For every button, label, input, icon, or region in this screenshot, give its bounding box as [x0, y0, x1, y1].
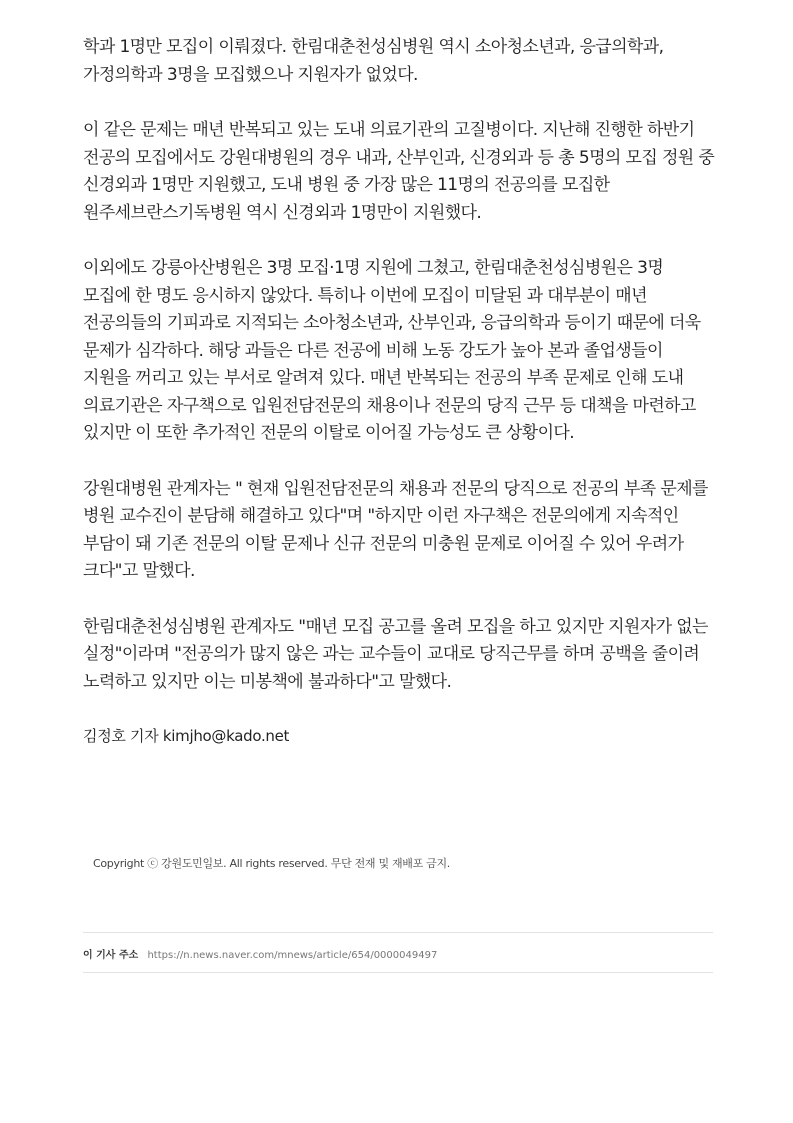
- article-url-label: 이 기사 주소: [83, 950, 139, 961]
- byline: 김정호 기자 kimjho@kado.net: [83, 727, 290, 745]
- copyright-notice: [93, 855, 450, 871]
- divider-bottom: [83, 972, 713, 973]
- article-paragraph-4: 강원대병원 관계자는 " 현재 입원전담전문의 채용과 전문의 당직으로 전공의 부족 문제를 병원 교수진이 분담해 해결하고 있다"며 "하지만 이런 자구책은 전문의에게 지속적인 부담이 돼 기존 전문의 이탈 문제나 신규 전문의 미충원 문제로 이어질 수 있어 우려가 크다"고 말했다.: [83, 478, 708, 581]
- article-url-link[interactable]: https://n.news.naver.com/mnews/article/654/0000049497: [147, 950, 438, 961]
- article-paragraph-2: 이 같은 문제는 매년 반복되고 있는 도내 의료기관의 고질병이다. 지난해 진행한 하반기 전공의 모집에서도 강원대병원의 경우 내과, 산부인과, 신경외과 등 총 5명의 모집 정원 중 신경외과 1명만 지원했고, 도내 병원 중 가장 많은 11명의 전공의를 모집한 원주세브란스기독병원 역시 신경외과 1명만이 지원했다.: [83, 120, 715, 223]
- article-url-row: [83, 946, 437, 961]
- article-paragraph-5: 한림대춘천성심병원 관계자도 "매년 모집 공고를 올려 모집을 하고 있지만 지원자가 없는 실정"이라며 "전공의가 많지 않은 과는 교수들이 교대로 당직근무를 하며 공백을 줄이려 노력하고 있지만 이는 미봉책에 불과하다"고 말했다.: [83, 616, 708, 692]
- article-paragraph-3: 이외에도 강릉아산병원은 3명 모집·1명 지원에 그쳤고, 한림대춘천성심병원은 3명 모집에 한 명도 응시하지 않았다. 특히나 이번에 모집이 미달된 과 대부분이 매년 전공의들의 기피과로 지적되는 소아청소년과, 산부인과, 응급의학과 등이기 때문에 더욱 문제가 심각하다. 해당 과들은 다른 전공에 비해 노동 강도가 높아 본과 졸업생들이 지원을 꺼리고 있는 부서로 알려져 있다. 매년 반복되는 전공의 부족 문제로 인해 도내 의료기관은 자구책으로 입원전담전문의 채용이나 전문의 당직 근무 등 대책을 마련하고 있지만 이 또한 추가적인 전문의 이탈로 이어질 가능성도 큰 상황이다.: [83, 258, 701, 443]
- copyright-prefix: Copyright: [93, 857, 145, 870]
- divider-top: [83, 932, 713, 933]
- copyright-text: 강원도민일보. All rights reserved. 무단 전재 및 재배포 금지.: [161, 857, 450, 870]
- copyright-icon: ⓒ: [147, 857, 158, 870]
- article-paragraph-1: 학과 1명만 모집이 이뤄졌다. 한림대춘천성심병원 역시 소아청소년과, 응급의학과, 가정의학과 3명을 모집했으나 지원자가 없었다.: [83, 37, 664, 85]
- article-body: [83, 34, 715, 748]
